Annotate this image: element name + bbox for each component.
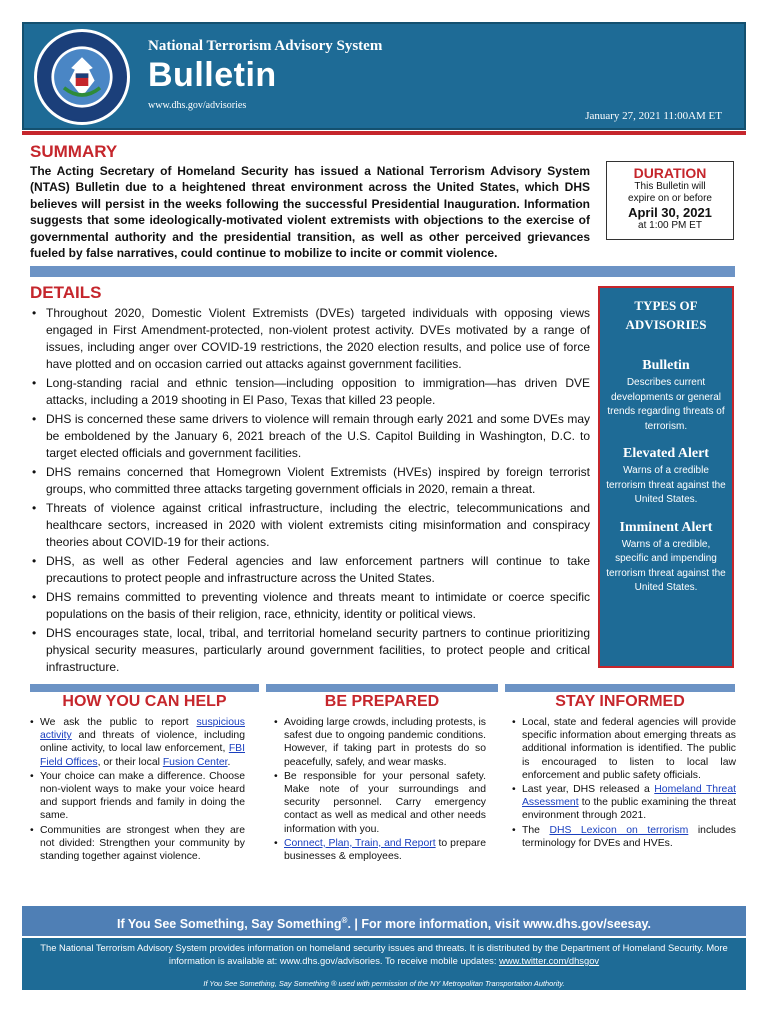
twitter-link[interactable]: www.twitter.com/dhsgov — [499, 955, 600, 966]
help-title: HOW YOU CAN HELP — [62, 693, 227, 710]
prepared-list — [274, 716, 486, 864]
list-item: • DHS encourages state, local, tribal, and territorial homeland security partners to continue prioritizing physical security measures, particularly around government facilities, to protect people and critical infrastructure. — [30, 625, 590, 676]
duration-line1: This Bulletin will — [634, 181, 706, 192]
list-item — [512, 783, 736, 823]
list-item: • Communities are strongest when they are not divided: Strengthen your community by standing together against violence. — [30, 824, 245, 864]
types-title — [606, 296, 726, 334]
bulletin-header — [22, 22, 746, 130]
see-something-slogan: If You See Something, Say Something — [116, 917, 342, 932]
footer-note: If You See Something, Say Something ® used with permission of the NY Metropolitan Transportation Authority. — [203, 979, 565, 988]
duration-box — [606, 161, 734, 240]
header-divider — [22, 131, 746, 135]
registered-mark: ® — [341, 916, 348, 925]
types-of-advisories-panel — [598, 286, 734, 668]
column-bar-prepared — [266, 684, 498, 692]
list-item: • DHS is concerned these same drivers to violence will remain through early 2021 and some DVEs may be emboldened by the January 6, 2021 breach of the U.S. Capitol Building in Washington, D.C. to target elected officials and government facilities. — [30, 411, 590, 462]
help-text: , or their local — [97, 756, 163, 768]
section-divider — [30, 266, 735, 277]
suspicious-activity-link[interactable]: suspicious activity — [40, 717, 245, 742]
list-item: • DHS remains committed to preventing violence and threats meant to intimidate or coerce specific populations on the basis of their religion, race, ethnicity, identity or political views. — [30, 589, 590, 623]
duration-title: DURATION — [633, 165, 707, 181]
column-bar-help — [30, 684, 259, 692]
list-item — [274, 837, 486, 863]
help-text: and threats of violence, including online activity, to local law enforcement, — [40, 730, 245, 755]
informed-title: STAY INFORMED — [555, 693, 685, 710]
list-item: • Your choice can make a difference. Choose non-violent ways to make your voice heard and support friends and family in doing the same. — [30, 770, 245, 823]
seesay-link-text: . | For more information, visit www.dhs.gov/seesay. — [347, 917, 652, 932]
list-item: • DHS remains concerned that Homegrown Violent Extremists (HVEs) inspired by foreign terrorist groups, who committed three attacks targeting government officials in 2020, remain a threat. — [30, 464, 590, 498]
system-name: National Terrorism Advisory System — [148, 38, 383, 54]
list-item: • Throughout 2020, Domestic Violent Extremists (DVEs) targeted individuals with opposing views engaged in First Amendment-protected, non-violent protest activity. DVEs motivated by a range of issues, including anger over COVID-19 restrictions, the 2020 election results, and police use of force have plotted and on occasion carried out attacks against government facilities. — [30, 305, 590, 373]
type-name-elevated: Elevated Alert — [623, 446, 709, 461]
type-desc-elevated: Warns of a credible terrorism threat against the United States. — [606, 465, 726, 505]
type-desc-bulletin: Describes current developments or general trends regarding threats of terrorism. — [607, 377, 725, 432]
summary-text: The Acting Secretary of Homeland Security has issued a National Terrorism Advisory System (NTAS) Bulletin due to a heightened threat environment across the United States, which DHS believes will persist in the weeks following the successful Presidential Inauguration. Information suggests that some ideologically-motivated violent extremists with objections to the exercise of governmental authority and the presidential transition, as well as other perceived grievances fueled by false narratives, could continue to mobilize to incite or commit violence. — [30, 164, 590, 261]
informed-text: to the public examining the threat environment through 2021. — [522, 797, 736, 822]
list-item — [30, 716, 245, 769]
duration-date: April 30, 2021 — [628, 205, 712, 220]
help-text: We ask the public to report — [40, 717, 197, 728]
see-something-banner — [22, 906, 746, 936]
footer-text: The National Terrorism Advisory System provides information on homeland security issues and threats. It is distributed by the Department of Homeland Security. More information is available at: www.dhs.gov/advisories. To receive mobile updates: — [40, 942, 728, 966]
fusion-center-link[interactable]: Fusion Center — [162, 756, 228, 768]
page-title: Bulletin — [148, 56, 277, 94]
duration-time: at 1:00 PM ET — [638, 220, 702, 231]
list-item: • Long-standing racial and ethnic tension—including opposition to immigration—has driven DVE attacks, including a 2019 shooting in El Paso, Texas that killed 23 people. — [30, 375, 590, 409]
duration-line2: expire on or before — [628, 193, 712, 204]
type-desc-imminent: Warns of a credible, specific and impending terrorism threat against the United States. — [606, 538, 726, 593]
header-url: www.dhs.gov/advisories — [148, 100, 247, 111]
dhs-seal-icon — [34, 29, 130, 125]
column-bar-informed — [505, 684, 735, 692]
list-item: • Threats of violence against critical infrastructure, including the electric, telecommunications and healthcare sectors, increased in 2020 with violent extremists citing misinformation and conspiracy theories about COVID-19 for their actions. — [30, 500, 590, 551]
list-item: • Local, state and federal agencies will provide specific information about emerging threats as additional information is identified. The public is encouraged to listen to local law enforcement and public safety officials. — [512, 716, 736, 782]
details-list — [30, 305, 590, 678]
informed-text: Last year, DHS released a — [522, 784, 655, 796]
details-title: DETAILS — [30, 283, 102, 302]
bulletin-date: January 27, 2021 11:00AM ET — [585, 110, 722, 122]
prepared-title: BE PREPARED — [324, 693, 440, 710]
help-list — [30, 716, 245, 864]
list-item — [512, 824, 736, 850]
informed-list — [512, 716, 736, 851]
prepared-text: to prepare businesses & employees. — [284, 837, 486, 863]
type-name-imminent: Imminent Alert — [619, 519, 713, 535]
fbi-field-offices-link[interactable]: FBI Field Offices — [40, 743, 245, 768]
homeland-threat-assessment-link[interactable]: Homeland Threat Assessment — [522, 784, 736, 809]
summary-title: SUMMARY — [30, 142, 118, 161]
footer — [22, 938, 746, 990]
type-name-bulletin: Bulletin — [642, 358, 690, 373]
list-item: • Avoiding large crowds, including protests, is safest due to ongoing pandemic conditions. However, if taking part in protests do so peacefully, safely, and wear masks. — [274, 716, 486, 769]
list-item: • Be responsible for your personal safety. Make note of your surroundings and security personnel. Carry emergency contact as well as medical and other needs information with you. — [274, 770, 486, 836]
types-title-line1: TYPES OF — [634, 298, 698, 313]
informed-text: includes terminology for DVEs and HVEs. — [522, 824, 736, 849]
connect-plan-train-report-link[interactable]: Connect, Plan, Train, and Report — [284, 837, 436, 849]
list-item: • DHS, as well as other Federal agencies and law enforcement partners will continue to take precautions to protect people and infrastructure across the United States. — [30, 553, 590, 587]
informed-text: The — [522, 824, 550, 836]
dhs-lexicon-link[interactable]: DHS Lexicon on terrorism — [549, 824, 689, 836]
types-title-line2: ADVISORIES — [625, 317, 707, 332]
help-text: . — [227, 756, 231, 768]
